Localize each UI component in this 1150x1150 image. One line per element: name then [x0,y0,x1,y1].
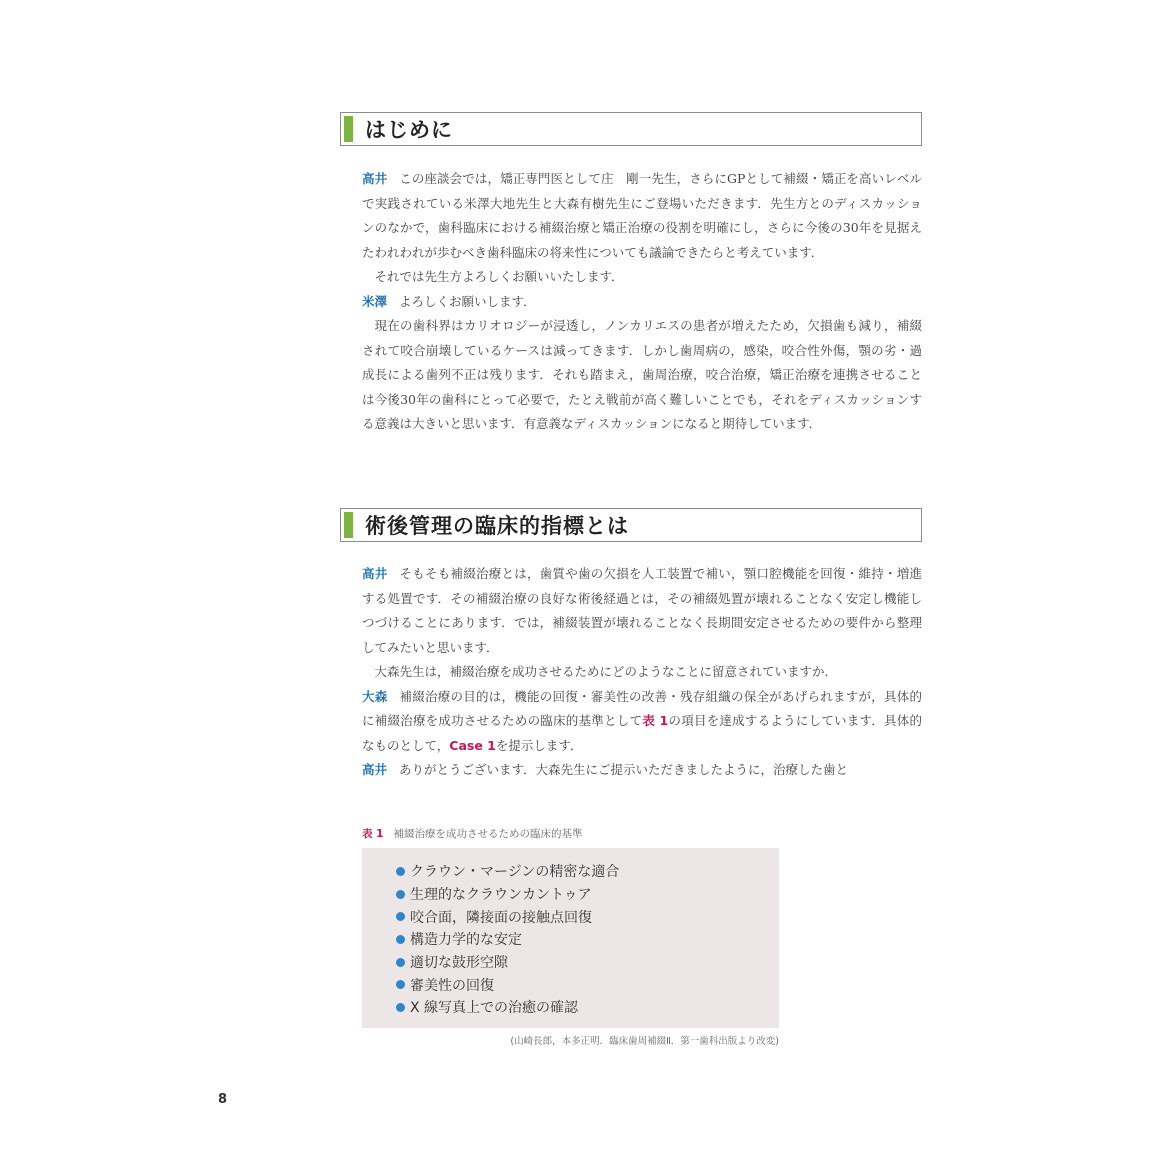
table-reference-link[interactable]: 表 1 [642,713,669,728]
page-number: 8 [218,1092,228,1107]
paragraph [362,562,922,660]
paragraph [362,265,922,290]
speaker-label: 米澤 [362,293,388,309]
paragraph [362,685,922,759]
section-heading-text: はじめに [365,118,453,142]
paragraph-text: を提示します． [495,737,583,753]
list-item [396,883,779,906]
criteria-list [362,848,779,1019]
speaker-label: 高井 [362,171,388,186]
list-item-text: 適切な鼓形空隙 [410,955,508,972]
list-item-text: X 線写真上での治癒の確認 [410,1000,579,1017]
heading-accent-bar [344,116,353,142]
speaker-label: 高井 [362,566,388,581]
paragraph [362,314,922,437]
paragraph-text: この座談会では，矯正専門医として庄 剛一先生，さらにGPとして補綴・矯正を高いレベルで実践されている米澤大地先生と大森有樹先生にご登場いただきます．先生方とのディスカッションのなかで，歯科臨床における補綴治療と矯正治療の役割を明確にし，さらに今後の30年を見据えたわれわれが歩むべき歯科臨床の将来性についても議論できたらと考えています． [362,171,922,260]
list-item [396,951,779,974]
bullet-icon [396,912,405,921]
list-item-text: 生理的なクラウンカントゥア [410,887,592,904]
list-item-text: 咬合面，隣接面の接触点回復 [410,909,592,926]
bullet-icon [396,980,405,989]
heading-accent-bar [344,512,353,538]
list-item [396,928,779,951]
list-item [396,996,779,1019]
list-item-text: 構造力学的な安定 [410,932,522,949]
table-caption-text: 補綴治療を成功させるための臨床的基準 [393,828,583,840]
list-item-text: クラウン・マージンの精密な適合 [410,864,620,881]
list-item [396,973,779,996]
section-body-postop [362,562,922,783]
paragraph-text: の項目を達成するようにしています．具体的なものとして， [362,713,922,753]
speaker-label: 大森 [362,688,388,704]
table-number: 表 1 [362,828,384,840]
paragraph [362,167,922,265]
list-item [396,905,779,928]
paragraph-text: そもそも補綴治療とは，歯質や歯の欠損を人工装置で補い，顎口腔機能を回復・維持・増進する処置です．その補綴治療の良好な術後経過とは，その補綴処置が壊れることなく安定し機能しつづけることにあります．では，補綴装置が壊れることなく長期間安定させるための要件から整理してみたいと思います． [362,566,922,655]
criteria-table [362,848,779,1028]
bullet-icon [396,935,405,944]
case-reference-link[interactable]: Case 1 [449,737,496,753]
section-heading-intro [340,112,922,146]
paragraph-text: よろしくお願いします． [399,293,536,309]
list-item-text: 審美性の回復 [410,977,494,994]
paragraph-text: 大森先生は，補綴治療を成功させるためにどのようなことに留意されていますか． [374,664,838,679]
paragraph [362,290,922,315]
section-heading-postop [340,508,922,542]
paragraph-text: それでは先生方よろしくお願いいたします． [374,269,624,284]
section-body-intro [362,167,922,437]
bullet-icon [396,958,405,967]
bullet-icon [396,890,405,899]
table-caption [362,826,582,841]
paragraph [362,758,922,783]
paragraph-text: 補綴治療の目的は，機能の回復・審美性の改善・残存組織の保全があげられますが，具体的に補綴治療を成功させるための臨床的基準として [362,688,922,728]
list-item [396,860,779,883]
bullet-icon [396,867,405,876]
section-heading-text: 術後管理の臨床的指標とは [365,514,629,538]
paragraph [362,660,922,685]
table-source: (山崎長郎，本多正明．臨床歯周補綴Ⅱ．第一歯科出版より改変) [510,1036,779,1047]
paragraph-text: ありがとうございます．大森先生にご提示いただきましたように，治療した歯と [399,762,849,777]
speaker-label: 高井 [362,762,388,777]
bullet-icon [396,1003,405,1012]
paragraph-text: 現在の歯科界はカリオロジーが浸透し，ノンカリエスの患者が増えたため，欠損歯も減り，補綴されて咬合崩壊しているケースは減ってきます．しかし歯周病の，感染，咬合性外傷，顎の劣・過成長による歯列不正は残ります．それも踏まえ，歯周治療，咬合治療，矯正治療を連携させることは今後30年の歯科にとって必要で，たとえ戦前が高く難しいことでも，それをディスカッションする意義は大きいと思います．有意義なディスカッションになると期待しています． [362,318,922,431]
